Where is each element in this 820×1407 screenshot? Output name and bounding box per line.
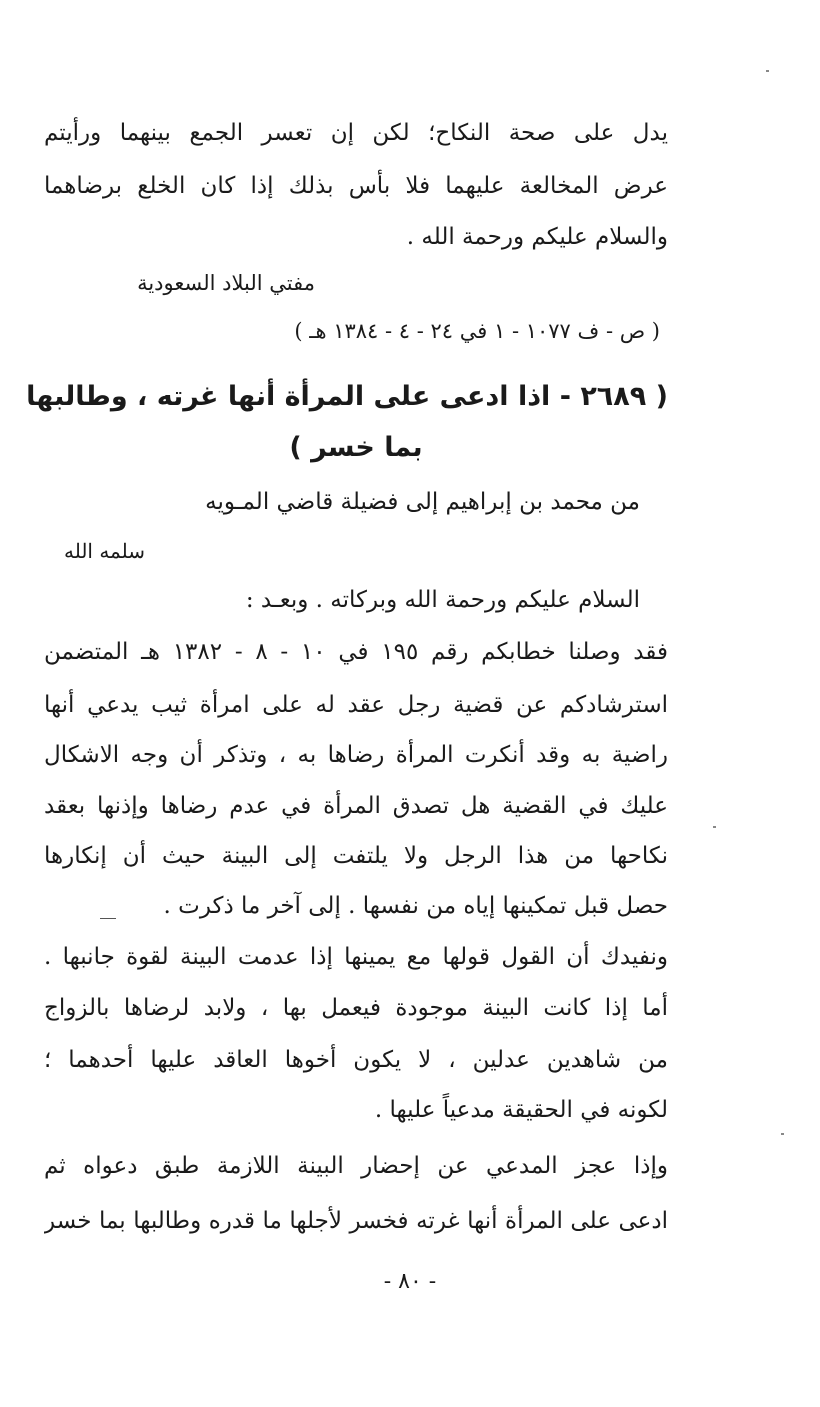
section-heading: ( ٢٦٨٩ - اذا ادعى على المرأة أنها غرته ، وطالبها — [26, 381, 668, 412]
paragraph-line: ادعى على المرأة أنها غرته فخسر لأجلها ما قدره وطالبها بما خسر — [44, 1208, 668, 1234]
fatwa-reference: ( ص - ف ١٠٧٧ - ١ في ٢٤ - ٤ - ١٣٨٤ هـ ) — [294, 319, 660, 343]
signature: مفتي البلاد السعودية — [137, 271, 315, 295]
paragraph-line: نكاحها من هذا الرجل ولا يلتفت إلى البينة حيث أن إنكارها — [44, 843, 668, 869]
page-number: - ٨٠ - — [383, 1269, 437, 1294]
scan-speck — [713, 826, 716, 828]
paragraph-line: حصل قبل تمكينها إياه من نفسها . إلى آخر ما ذكرت . — [163, 893, 668, 919]
letter-sender: من محمد بن إبراهيم إلى فضيلة قاضي المـويه — [205, 489, 640, 515]
text-line: عرض المخالعة عليهما فلا بأس بذلك إذا كان الخلع برضاهما — [44, 173, 668, 199]
section-heading-continued: بما خسر ) — [289, 432, 423, 463]
paragraph-line: استرشادكم عن قضية رجل عقد له على امرأة ثيب يدعي أنها — [44, 692, 668, 718]
scan-mark — [100, 918, 116, 919]
scan-speck — [781, 1133, 784, 1135]
paragraph-line: من شاهدين عدلين ، لا يكون أخوها العاقد عليها أحدهما ؛ — [44, 1047, 668, 1073]
letter-greeting: السلام عليكم ورحمة الله وبركاته . وبعـد : — [245, 587, 640, 613]
paragraph-line: لكونه في الحقيقة مدعياً عليها . — [374, 1097, 668, 1123]
paragraph-line: أما إذا كانت البينة موجودة فيعمل بها ، ولابد لرضاها بالزواج — [44, 995, 668, 1021]
paragraph-line: ونفيدك أن القول قولها مع يمينها إذا عدمت البينة لقوة جانبها . — [44, 944, 668, 970]
scan-speck — [766, 70, 769, 72]
paragraph-line: وإذا عجز المدعي عن إحضار البينة اللازمة طبق دعواه ثم — [44, 1153, 668, 1179]
paragraph-line: راضية به وقد أنكرت المرأة رضاها به ، وتذكر أن وجه الاشكال — [44, 742, 668, 768]
text-line: والسلام عليكم ورحمة الله . — [406, 224, 668, 250]
paragraph-line: عليك في القضية هل تصدق المرأة في عدم رضاها وإذنها بعقد — [44, 793, 668, 819]
letter-blessing: سلمه الله — [63, 539, 145, 563]
text-line: يدل على صحة النكاح؛ لكن إن تعسر الجمع بينهما ورأيتم — [44, 120, 668, 146]
paragraph-line: فقد وصلنا خطابكم رقم ١٩٥ في ١٠ - ٨ - ١٣٨٢ هـ المتضمن — [44, 639, 668, 665]
